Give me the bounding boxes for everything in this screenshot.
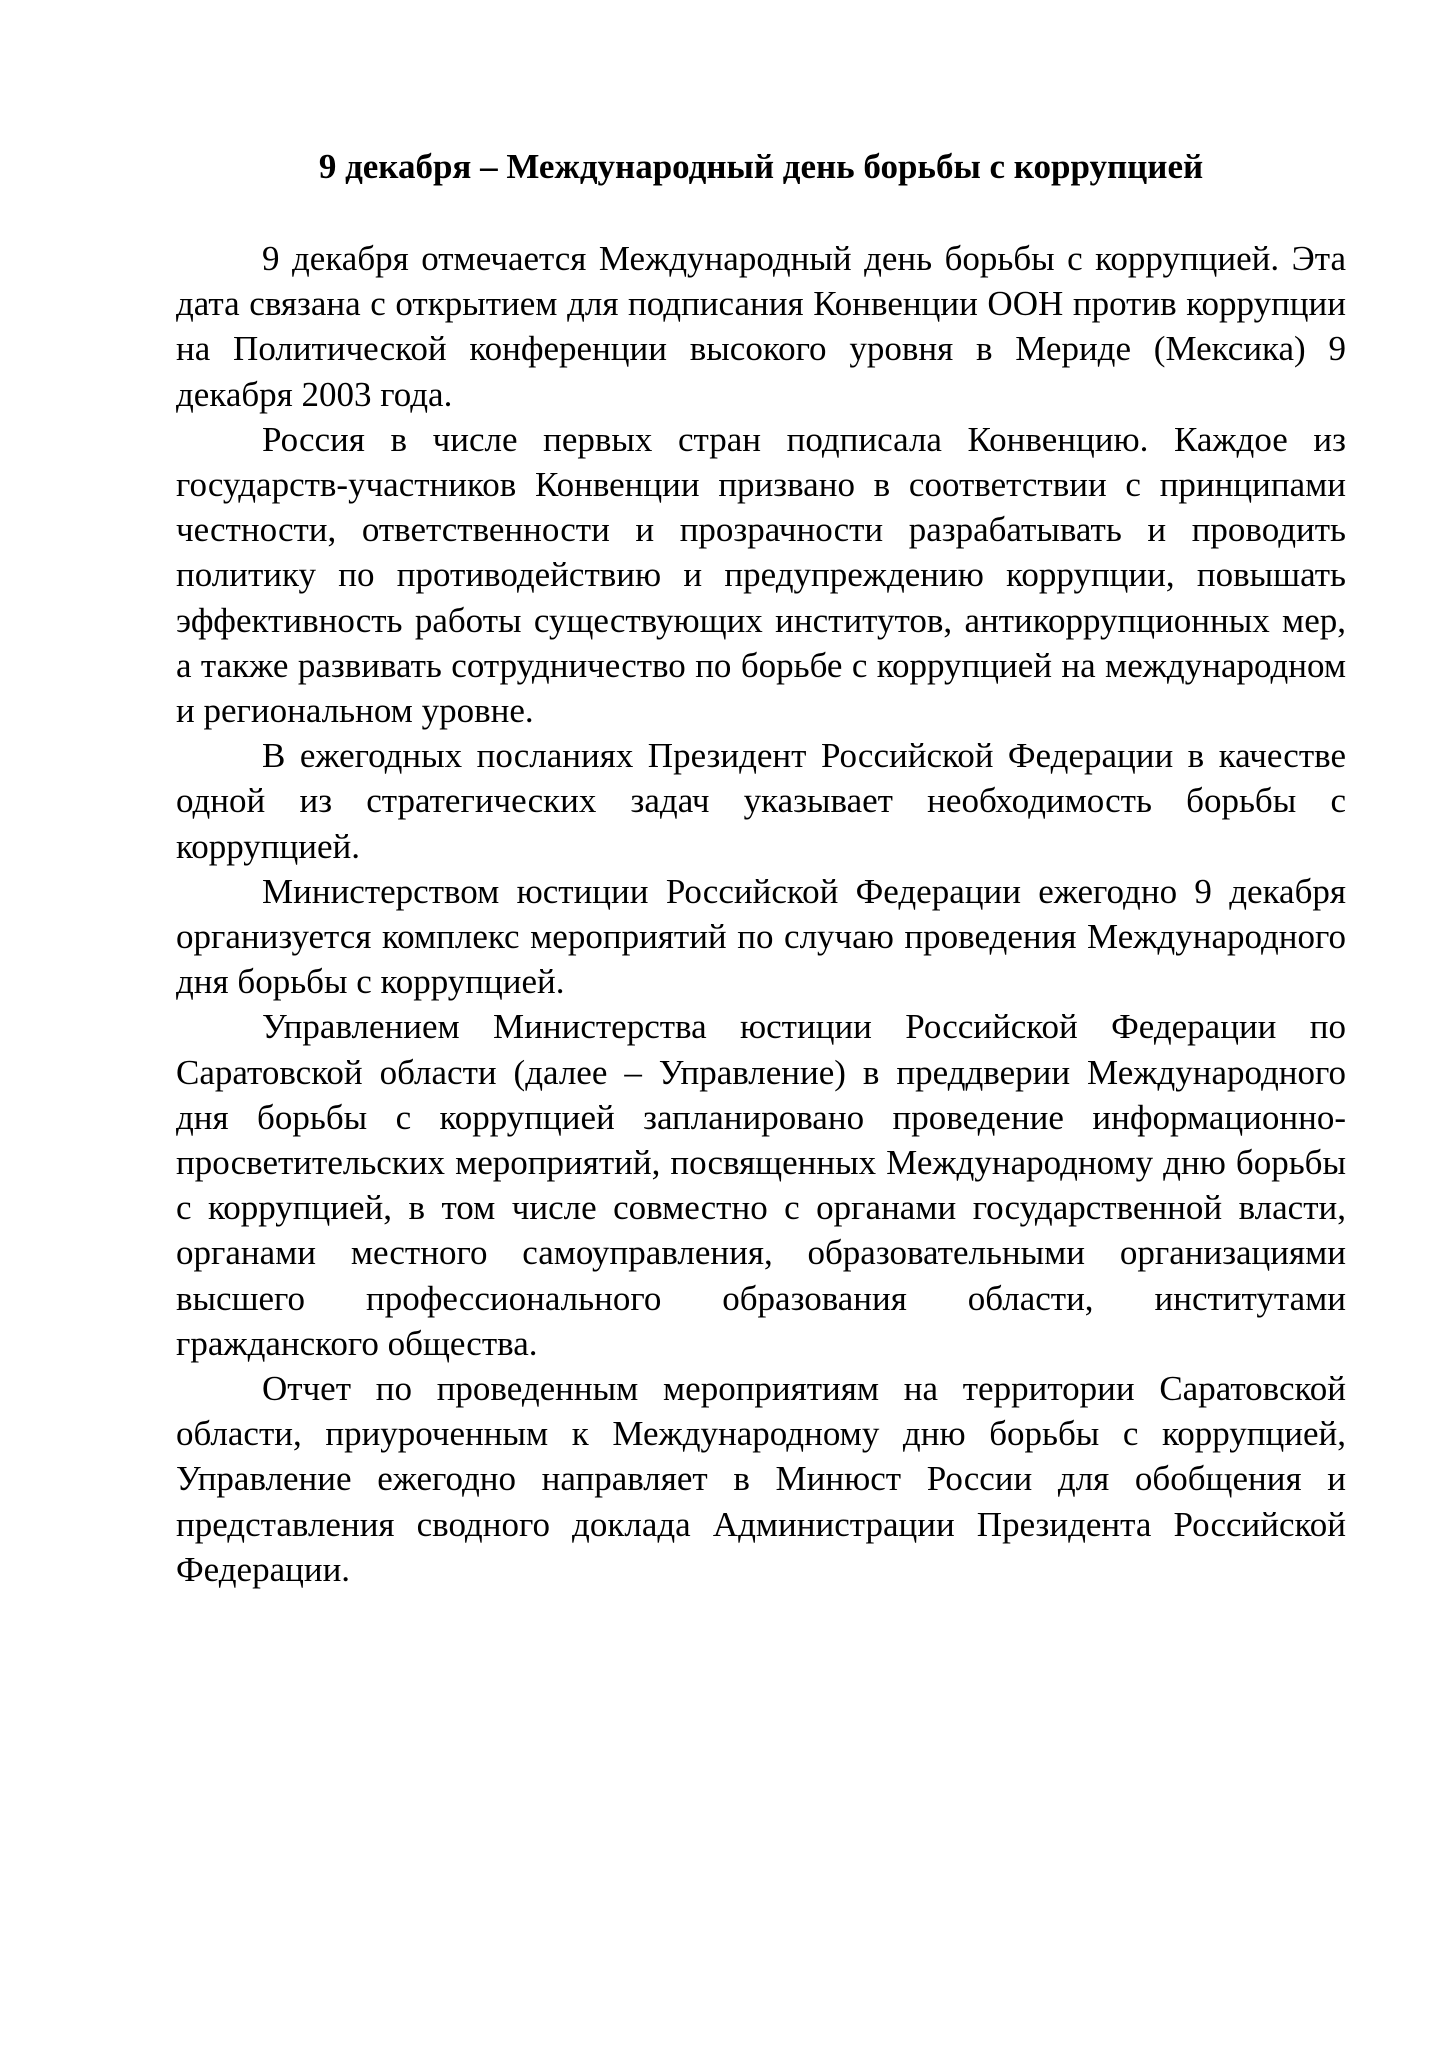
paragraph-1: 9 декабря отмечается Международный день борьбы с коррупцией. Эта дата связана с открытием для подписания Конвенции ООН против коррупции на Политической конференции высокого уровня в Мериде (Мексика) 9 декабря 2003 года. xyxy=(176,239,1346,414)
paragraph-5: Управлением Министерства юстиции Российской Федерации по Саратовской области (далее – Управление) в преддверии Международного дня борьбы с коррупцией запланировано проведение информационно-просветительских мероприятий, посвященных Международному дню борьбы с коррупцией, в том числе совместно с органами государственной власти, органами местного самоуправления, образовательными организациями высшего профессионального образования области, институтами гражданского общества. xyxy=(176,1007,1346,1363)
document-body xyxy=(176,236,1346,1592)
paragraph-6: Отчет по проведенным мероприятиям на территории Саратовской области, приуроченным к Международному дню борьбы с коррупцией, Управление ежегодно направляет в Минюст России для обобщения и представления сводного доклада Администрации Президента Российской Федерации. xyxy=(176,1369,1346,1589)
paragraph-2: Россия в числе первых стран подписала Конвенцию. Каждое из государств-участников Конвенции призвано в соответствии с принципами честности, ответственности и прозрачности разрабатывать и проводить политику по противодействию и предупреждению коррупции, повышать эффективность работы существующих институтов, антикоррупционных мер, а также развивать сотрудничество по борьбе с коррупцией на международном и региональном уровне. xyxy=(176,419,1346,731)
paragraph-4: Министерством юстиции Российской Федерации ежегодно 9 декабря организуется комплекс мероприятий по случаю проведения Международного дня борьбы с коррупцией. xyxy=(176,871,1346,1002)
paragraph-3: В ежегодных посланиях Президент Российской Федерации в качестве одной из стратегических задач указывает необходимость борьбы с коррупцией. xyxy=(176,736,1346,866)
document-title: 9 декабря – Международный день борьбы с коррупцией xyxy=(318,147,1204,186)
